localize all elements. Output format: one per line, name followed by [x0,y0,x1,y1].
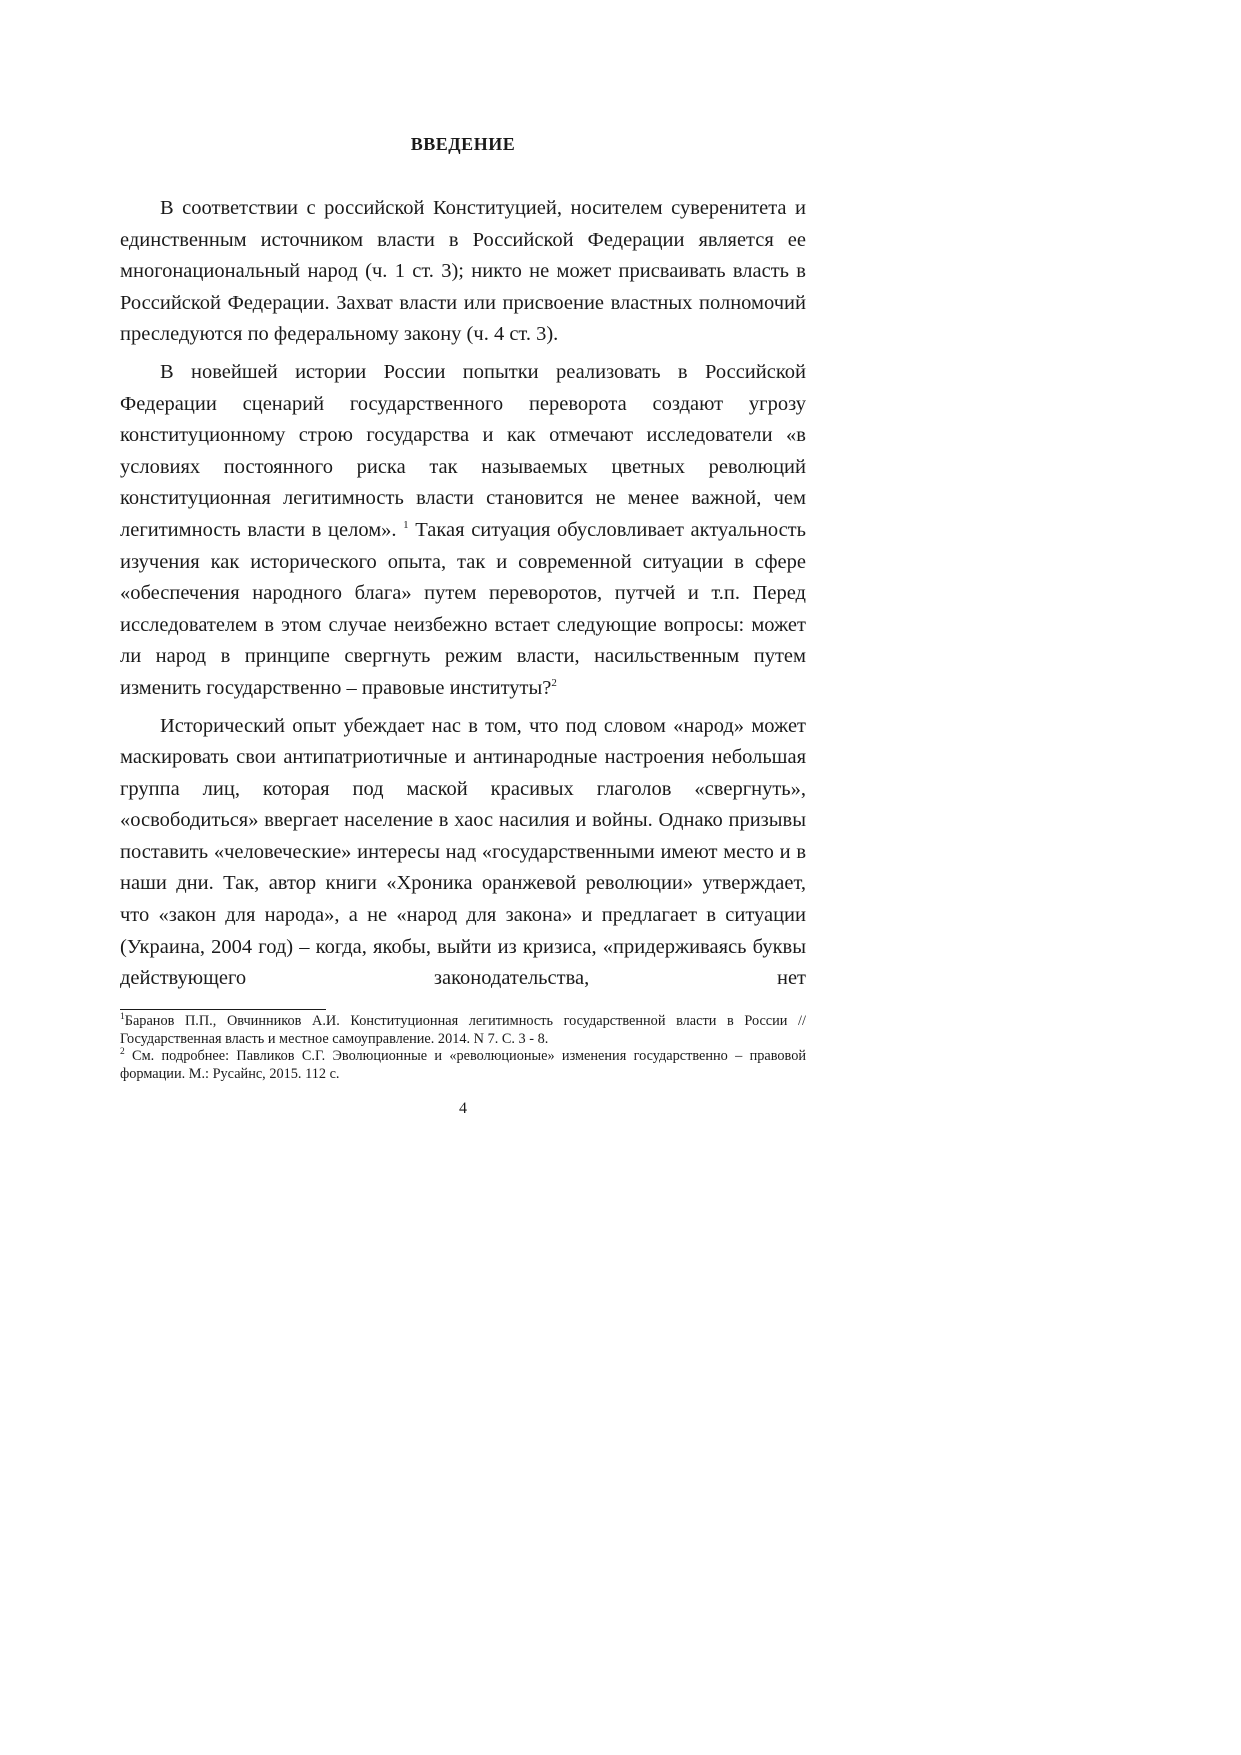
footnote-2-marker: 2 [120,1047,125,1058]
footnote-1 [120,1013,806,1048]
page-number: 4 [459,1100,467,1117]
footnote-2 [120,1048,806,1083]
footnote-2-text: См. подробнее: Павликов С.Г. Эволюционные и «революционые» изменения государственно – правовой формации. М.: Русайнс, 2015. 112 с. [120,1048,806,1082]
footnote-1-text: Баранов П.П., Овчинников А.И. Конституционная легитимность государственной власти в России // Государственная власть и местное самоуправление. 2014. N 7. С. 3 - 8. [120,1013,806,1047]
footnote-separator [120,1009,326,1010]
paragraph-3: Исторический опыт убеждает нас в том, что под словом «народ» может маскировать свои антипатриотичные и антинародные настроения небольшая группа лиц, которая под маской красивых глаголов «свергнуть», «освободиться» ввергает население в хаос насилия и войны. Однако призывы поставить «человеческие» интересы над «государственными имеют место и в наши дни. Так, автор книги «Хроника оранжевой революции» утверждает, что «закон для народа», а не «народ для закона» и предлагает в ситуации (Украина, 2004 год) – когда, якобы, выйти из кризиса, «придерживаясь буквы действующего законодательства, нет [120,714,806,990]
page-title: ВВЕДЕНИЕ [410,134,516,154]
footnote-1-marker: 1 [120,1012,125,1023]
footnotes [120,1013,806,1083]
footnote-ref-1: 1 [403,519,409,532]
paragraph-2-text-part-1: В новейшей истории России попытки реализовать в Российской Федерации сценарий государственного переворота создают угрозу конституционному строю государства и как отмечают исследователи «в условиях постоянного риска так называемых цветных революций конституционная легитимность власти становится не менее важной, чем легитимность власти в целом». [120,360,806,541]
paragraph-2-text-part-2: Такая ситуация обусловливает актуальность изучения как исторического опыта, так и современной ситуации в сфере «обеспечения народного блага» путем переворотов, путчей и т.п. Перед исследователем в этом случае неизбежно встает следующие вопросы: может ли народ в принципе свергнуть режим власти, насильственным путем изменить государственно – правовые институты? [120,518,806,699]
footnote-ref-2: 2 [551,677,557,690]
paragraph-1: В соответствии с российской Конституцией, носителем суверенитета и единственным источником власти в Российской Федерации является ее многонациональный народ (ч. 1 ст. 3); никто не может присваивать власть в Российской Федерации. Захват власти или присвоение властных полномочий преследуются по федеральному закону (ч. 4 ст. 3). [120,197,806,346]
paragraph-2 [120,357,806,705]
body-text [120,193,806,1001]
